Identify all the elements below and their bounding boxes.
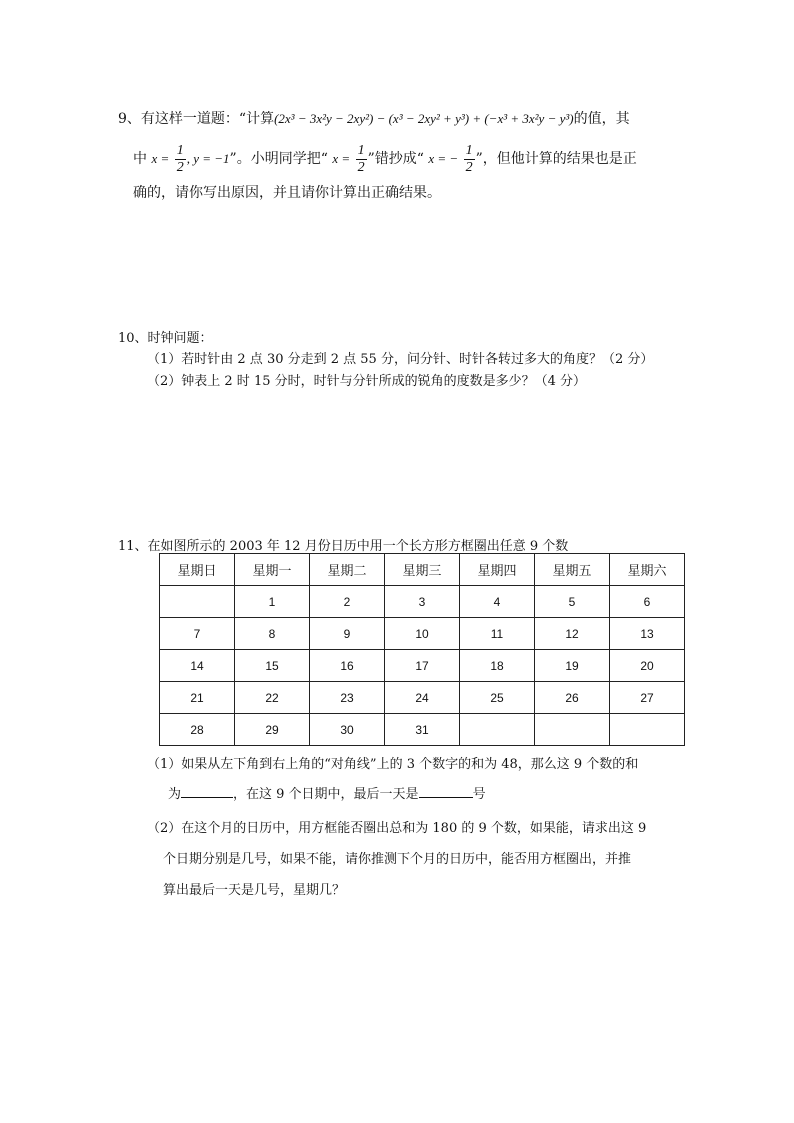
q9-half-fraction-2 xyxy=(356,144,367,175)
calendar-day-cell: 6 xyxy=(610,586,685,618)
q9-line2 xyxy=(133,139,637,179)
calendar-day-cell: 29 xyxy=(235,714,310,746)
calendar-day-cell: 20 xyxy=(610,650,685,682)
calendar-day-cell: 11 xyxy=(460,618,535,650)
calendar-day-cell: 25 xyxy=(460,682,535,714)
q9-line3: 确的，请你写出原因，并且请你计算出正确结果。 xyxy=(133,185,441,201)
calendar-week-row xyxy=(160,682,685,714)
calendar-day-cell: 18 xyxy=(460,650,535,682)
q9-half-fraction xyxy=(175,144,186,175)
calendar-day-cell: 19 xyxy=(535,650,610,682)
calendar-week-row xyxy=(160,618,685,650)
q10-part1: （1）若时针由 2 点 30 分走到 2 点 55 分，问分针、时针各转过多大的角度？（2 分） xyxy=(147,352,654,367)
q11-part1-line2 xyxy=(168,783,486,802)
q9-x-eq: x = xyxy=(151,151,170,166)
calendar-day-cell: 14 xyxy=(160,650,235,682)
calendar-day-cell: 30 xyxy=(310,714,385,746)
calendar-day-cell: 13 xyxy=(610,618,685,650)
calendar-header-row xyxy=(160,554,685,586)
calendar-day-cell: 10 xyxy=(385,618,460,650)
q9-half-fraction-3 xyxy=(464,144,475,175)
answer-blank-last-day[interactable] xyxy=(419,785,473,798)
calendar-day-cell: 5 xyxy=(535,586,610,618)
fraction-numerator: 1 xyxy=(465,142,473,158)
calendar-week-row xyxy=(160,650,685,682)
q11-part2-line2: 个日期分别是几号，如果不能，请你推测下个月的日历中，能否用方框圈出，并推 xyxy=(163,852,632,867)
q9-x-eq-2: x = xyxy=(332,151,351,166)
fraction-denominator: 2 xyxy=(357,159,365,175)
calendar-header-cell: 星期二 xyxy=(310,554,385,586)
calendar-week-row xyxy=(160,714,685,746)
fraction-numerator: 1 xyxy=(176,142,184,158)
q11-part2-line3: 算出最后一天是几号，星期几？ xyxy=(163,883,346,898)
calendar-day-cell xyxy=(535,714,610,746)
calendar-day-cell: 26 xyxy=(535,682,610,714)
calendar-day-cell: 15 xyxy=(235,650,310,682)
q9-line2-start: 中 xyxy=(133,151,147,167)
calendar-day-cell: 22 xyxy=(235,682,310,714)
calendar-day-cell xyxy=(160,586,235,618)
calendar-week-row xyxy=(160,586,685,618)
calendar-header-cell: 星期三 xyxy=(385,554,460,586)
calendar-day-cell: 3 xyxy=(385,586,460,618)
calendar-day-cell: 2 xyxy=(310,586,385,618)
q11-part1-text-a: 为 xyxy=(168,787,182,802)
calendar-day-cell: 1 xyxy=(235,586,310,618)
calendar-header-cell: 星期四 xyxy=(460,554,535,586)
calendar-day-cell: 9 xyxy=(310,618,385,650)
q10-part2: （2）钟表上 2 时 15 分时，时针与分针所成的锐角的度数是多少？（4 分） xyxy=(147,374,587,389)
calendar-header-cell: 星期一 xyxy=(235,554,310,586)
calendar-header-cell: 星期六 xyxy=(610,554,685,586)
q11-title: 11、在如图所示的 2003 年 12 月份日历中用一个长方形方框圈出任意 9 个数 xyxy=(118,539,569,554)
calendar-day-cell xyxy=(460,714,535,746)
q11-part1-text-c: 号 xyxy=(472,787,486,802)
q9-text3: ”错抄成“ xyxy=(367,151,424,167)
answer-blank-sum[interactable] xyxy=(181,785,233,798)
calendar-day-cell: 21 xyxy=(160,682,235,714)
calendar-day-cell: 24 xyxy=(385,682,460,714)
fraction-denominator: 2 xyxy=(176,159,184,175)
q10-title: 10、时钟问题： xyxy=(118,331,213,346)
calendar-day-cell: 4 xyxy=(460,586,535,618)
q11-part2-line1: （2）在这个月的日历中，用方框能否圈出总和为 180 的 9 个数，如果能，请求出这 9 xyxy=(147,821,647,836)
calendar-day-cell: 16 xyxy=(310,650,385,682)
calendar-day-cell xyxy=(610,714,685,746)
q9-neg-x-eq: x = − xyxy=(428,151,459,166)
q9-line1 xyxy=(118,108,630,128)
q11-part1-text-b: ，在这 9 个日期中，最后一天是 xyxy=(233,787,419,802)
q9-y-eq: , y = −1 xyxy=(186,151,230,166)
calendar-header-cell: 星期五 xyxy=(535,554,610,586)
calendar-day-cell: 17 xyxy=(385,650,460,682)
calendar-day-cell: 31 xyxy=(385,714,460,746)
calendar-header-cell: 星期日 xyxy=(160,554,235,586)
calendar-day-cell: 28 xyxy=(160,714,235,746)
q9-suffix: 的值，其 xyxy=(573,111,630,127)
calendar-day-cell: 7 xyxy=(160,618,235,650)
q9-text2: ”。小明同学把“ xyxy=(229,151,328,167)
calendar-day-cell: 27 xyxy=(610,682,685,714)
q9-text4: ”，但他计算的结果也是正 xyxy=(475,151,637,167)
fraction-denominator: 2 xyxy=(465,159,473,175)
calendar-day-cell: 12 xyxy=(535,618,610,650)
calendar-table xyxy=(159,553,685,746)
calendar-day-cell: 23 xyxy=(310,682,385,714)
q11-part1-line1: （1）如果从左下角到右上角的“对角线”上的 3 个数字的和为 48，那么这 9 个数的和 xyxy=(147,757,639,772)
q9-expression: (2x³ − 3x²y − 2xy²) − (x³ − 2xy² + y³) + (−x³ + 3x²y − y³) xyxy=(274,111,574,126)
calendar-day-cell: 8 xyxy=(235,618,310,650)
fraction-numerator: 1 xyxy=(357,142,365,158)
q9-prefix: 9、有这样一道题：“计算 xyxy=(118,111,275,127)
